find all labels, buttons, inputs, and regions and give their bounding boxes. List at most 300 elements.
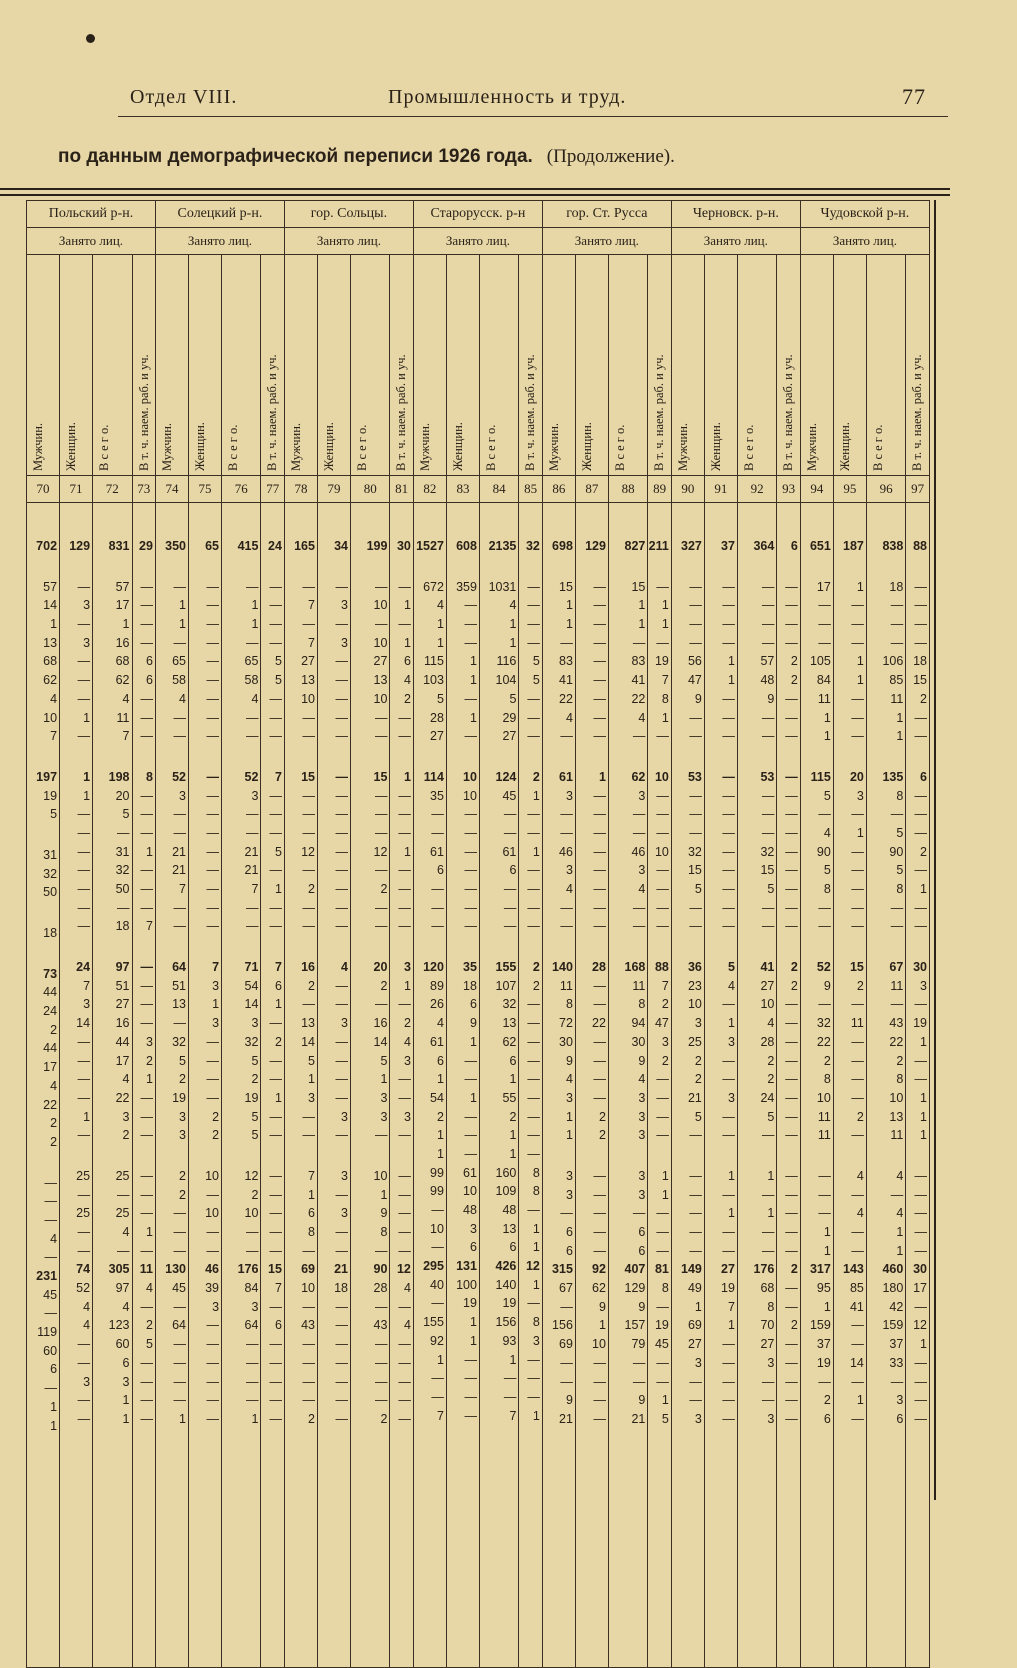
data-cell: — [173,1374,186,1389]
data-cell: — [398,1090,411,1105]
data-cell: 1 [661,1168,669,1183]
data-cell: 32 [115,863,130,878]
column-label-cell [93,255,132,476]
data-cell: 1 [896,1225,904,1239]
spacer [648,746,668,768]
data-cell: — [914,1225,927,1239]
spacer [738,556,774,578]
data-cell: 6 [146,673,153,688]
data-cell: 41 [631,673,646,688]
data-cell: 11 [559,978,573,993]
spacer [648,1145,668,1167]
data-cell: — [722,844,735,859]
data-cell: — [374,997,388,1012]
data-cell: 140 [552,960,573,975]
column-label-row [27,255,930,476]
data-cell: 30 [913,960,927,975]
data-cell: — [890,807,904,822]
data-cell: — [890,598,904,613]
column-label-cell [575,255,608,476]
data-cell: — [173,1393,186,1408]
data-cell: — [851,882,864,896]
spacer [777,746,797,768]
data-cell: 119 [37,1325,58,1340]
data-cell: — [890,1187,904,1202]
data-cell: 48 [463,1203,477,1217]
data-cell: 8 [565,997,573,1012]
data-cell: 32 [244,1034,259,1049]
column-label-cell [866,255,905,476]
data-cell: 1 [251,1411,259,1426]
data-cell: 14 [301,1034,315,1049]
data-cell: — [398,1187,411,1202]
data-cell: 1 [146,1225,153,1239]
spacer [447,746,477,768]
data-cell: — [269,900,282,915]
data-cell: — [302,1393,315,1408]
data-cell: — [140,900,153,915]
data-cell: 8 [661,1281,669,1296]
data-cell: 51 [115,978,130,993]
data-cell: — [245,1243,259,1258]
data-cell: 1 [896,729,904,744]
column-number: 72 [93,476,132,503]
data-cell: 17 [43,1060,58,1075]
column-label: Женщин. [579,422,594,471]
data-cell: 3 [83,997,91,1012]
data-column-values [285,537,315,1429]
data-cell: 4 [856,1168,864,1183]
data-cell: — [527,997,540,1012]
data-cell: 2 [509,1109,517,1124]
data-cell: 93 [502,1333,517,1348]
spacer [705,1145,735,1167]
data-cell: — [206,1034,220,1049]
data-cell: 1 [251,617,259,632]
data-cell: — [464,1389,477,1404]
data-cell: — [851,1034,864,1049]
data-cell: — [527,919,540,934]
data-cell: — [656,807,669,822]
data-cell: — [374,710,388,725]
data-cell: 36 [687,960,702,975]
data-cell: — [689,1187,702,1202]
spacer [834,936,864,958]
data-cell: 3 [403,1109,411,1124]
data-cell: 3 [212,1016,220,1031]
spacer [834,556,864,578]
data-cell: 2 [920,691,927,706]
data-cell: 9 [638,1053,646,1068]
data-cell: 3 [122,1374,130,1389]
data-cell: 3 [532,1333,540,1348]
data-cell: — [140,1355,153,1370]
employed-subheader: Занято лиц. [27,228,156,255]
data-cell: 4 [251,691,259,706]
data-cell: — [206,598,220,613]
data-cell: 44 [43,1041,58,1056]
data-cell: 1 [509,635,517,650]
data-cell: — [140,635,153,650]
data-cell: — [335,654,348,669]
column-number: 92 [737,476,776,503]
data-cell: 3 [380,1090,388,1105]
data-cell: — [140,1090,153,1105]
column-number: 84 [479,476,518,503]
data-cell: 27 [430,729,444,744]
data-cell: — [140,960,153,975]
data-cell: — [464,863,477,878]
data-cell: — [914,900,927,915]
data-cell: — [785,1090,798,1105]
data-cell: — [140,1393,153,1408]
data-cell: 1 [896,710,904,725]
column-label-cell [800,255,833,476]
data-cell: — [785,1109,798,1124]
data-column [60,503,93,1668]
data-cell: — [206,1072,220,1087]
data-cell: — [269,710,282,725]
data-cell: 1 [380,1072,388,1087]
data-cell: 155 [423,1315,444,1330]
data-cell: 19 [721,1281,735,1296]
data-cell: 46 [205,1262,220,1277]
data-cell: 74 [76,1262,91,1277]
data-cell: 1 [532,1240,540,1255]
data-cell: — [269,919,282,934]
spacer [390,936,410,958]
data-cell: — [593,1072,606,1087]
data-cell: 9 [380,1206,388,1221]
data-cell: 2 [146,1318,153,1333]
data-cell: 3 [122,1109,130,1124]
data-cell: 3 [308,1090,315,1105]
data-cell: 12 [396,1262,411,1277]
data-cell: — [527,579,540,594]
data-cell: — [914,1393,927,1408]
data-cell: 187 [843,539,864,553]
data-cell: 1 [179,1411,186,1426]
data-cell: 1 [179,598,186,613]
spacer [738,1145,774,1167]
data-cell: — [689,807,702,822]
column-label: В с е г о. [870,424,885,471]
data-cell: — [785,1281,798,1296]
data-cell: — [464,1109,477,1124]
column-label-cell [284,255,317,476]
column-label: Женщин. [450,422,465,471]
data-cell: — [632,635,646,650]
data-cell: 8 [896,1072,904,1087]
spacer [285,1145,315,1167]
data-cell: 45 [172,1281,186,1296]
data-cell: — [632,919,646,934]
data-cell: — [527,900,540,915]
data-cell: — [722,1374,735,1389]
data-cell: 2 [251,1187,259,1202]
data-cell: 37 [816,1337,831,1352]
column-label: В с е г о. [226,424,241,471]
data-column [608,503,647,1668]
section-label: Отдел VIII. [130,86,238,108]
data-cell: 29 [502,710,517,725]
data-cell: 5 [122,807,130,822]
data-cell: — [914,1374,927,1389]
data-cell: 1 [146,1072,153,1087]
data-cell: — [851,1053,864,1068]
data-cell: 1 [122,1411,130,1426]
data-cell: 27 [760,1337,775,1352]
data-cell: — [335,1128,348,1143]
data-cell: — [398,1374,411,1389]
data-cell: — [689,729,702,744]
data-cell: 90 [889,844,904,859]
data-cell: — [689,1243,702,1258]
data-cell: 6 [403,654,411,669]
column-label: В т. ч. наем. раб. и уч. [394,354,409,471]
data-cell: — [785,1299,798,1314]
data-cell: 3 [638,1109,646,1124]
data-cell: 95 [816,1281,831,1296]
data-cell: 24 [268,539,282,553]
data-cell: — [245,825,259,840]
data-cell: 460 [882,1262,904,1277]
spacer [27,556,57,578]
data-cell: 1 [823,729,831,744]
data-cell: 1 [50,617,58,632]
spacer [189,936,219,958]
data-cell: — [593,617,606,632]
data-cell: 9 [598,1299,606,1314]
data-cell: — [593,1374,606,1389]
data-cell: — [431,1371,444,1386]
column-label-cell [479,255,518,476]
data-cell: 3 [341,635,348,650]
data-cell: — [77,1128,91,1143]
spacer [519,746,539,768]
data-cell: 10 [373,691,388,706]
data-cell: 198 [108,769,130,784]
data-cell: — [785,997,798,1012]
spacer [777,1145,797,1167]
data-cell: — [464,1128,477,1143]
data-cell: 15 [849,960,864,975]
data-cell: — [722,1128,735,1143]
data-cell: 47 [654,1016,669,1031]
data-cell: 3 [179,1109,186,1124]
data-cell: 1 [83,788,91,803]
data-cell: 7 [727,1299,735,1314]
data-cell: — [206,788,220,803]
data-cell: 17 [913,1281,927,1296]
data-cell: — [890,900,904,915]
data-cell: 21 [334,1262,348,1277]
data-cell: — [722,729,735,744]
data-cell: — [77,844,91,859]
data-cell: — [335,617,348,632]
spacer [609,1145,645,1167]
data-cell: — [302,729,315,744]
data-cell: — [206,617,220,632]
data-cell: — [431,825,444,840]
data-cell: 99 [430,1165,444,1180]
data-cell: — [206,635,220,650]
data-cell: — [689,919,702,934]
data-cell: 1 [509,1352,517,1367]
data-cell: 84 [244,1281,259,1296]
data-column [906,503,930,1668]
data-cell: 2 [598,1109,606,1124]
spacer [261,556,281,578]
data-cell: 20 [849,769,864,784]
data-cell: — [398,579,411,594]
column-label: Мужчин. [288,422,303,471]
data-cell: 6 [823,1411,831,1426]
data-cell: — [245,807,259,822]
data-cell: 5 [767,882,775,896]
data-cell: 157 [624,1318,646,1333]
data-cell: — [77,729,91,744]
data-cell: 1 [565,598,573,613]
data-cell: — [335,1090,348,1105]
data-cell: 5 [251,1109,259,1124]
data-cell: — [785,1355,798,1370]
data-cell: 10 [373,1168,388,1183]
spacer [414,556,444,578]
data-cell: 9 [767,691,775,706]
data-cell: 2 [790,978,798,993]
data-cell: — [785,1206,798,1221]
data-cell: — [206,1337,220,1352]
data-cell: — [656,863,669,878]
data-cell: 4 [896,1206,904,1221]
data-column-values [834,537,864,1429]
data-cell: — [656,825,669,840]
data-cell: 27 [760,978,775,993]
data-cell: — [464,1053,477,1068]
column-label-cell [413,255,446,476]
data-cell: — [785,1053,798,1068]
data-column [284,503,317,1668]
data-cell: 22 [631,691,646,706]
data-cell: 12 [913,1318,927,1333]
data-cell: — [656,900,669,915]
data-cell: 1 [179,617,186,632]
data-cell: — [398,710,411,725]
data-cell: — [593,1090,606,1105]
data-cell: — [269,1355,282,1370]
data-cell: — [374,1393,388,1408]
data-cell: — [140,882,153,896]
data-column-values [609,537,645,1429]
data-cell: — [593,691,606,706]
data-cell: — [593,1411,606,1426]
data-cell: 114 [423,769,444,784]
data-cell: 42 [889,1299,904,1314]
data-cell: 30 [631,1034,646,1049]
spacer [261,746,281,768]
data-cell: — [593,882,606,896]
column-label: В с е г о. [483,424,498,471]
spacer [60,936,90,958]
spacer [156,556,186,578]
data-cell: 3 [470,1221,477,1236]
data-cell: 2 [436,1109,444,1124]
data-cell: 49 [687,1281,702,1296]
spacer [648,936,668,958]
data-column-values [801,537,831,1429]
data-cell: 13 [373,673,388,688]
data-column [27,503,60,1668]
data-cell: 6 [122,1355,130,1370]
data-cell: 27 [115,997,130,1012]
employed-subheader: Занято лиц. [413,228,542,255]
data-cell: — [527,1296,540,1311]
data-cell: 7 [274,769,282,784]
data-cell: — [302,825,315,840]
data-cell: 9 [638,1393,646,1408]
data-cell: 27 [687,1337,702,1352]
column-number: 70 [27,476,60,503]
data-cell: 5 [274,673,282,688]
column-label-cell [737,255,776,476]
data-cell: 4 [83,1299,91,1314]
spacer [672,556,702,578]
data-cell: 68 [760,1281,775,1296]
column-label: Женщин. [192,422,207,471]
data-cell: 25 [76,1206,91,1221]
data-cell: — [269,1337,282,1352]
data-column [648,503,671,1668]
data-cell: 109 [495,1184,517,1199]
data-cell: 4 [638,1072,646,1087]
spacer [189,746,219,768]
data-cell: 3 [251,1299,259,1314]
spacer [867,556,903,578]
data-cell: — [269,1225,282,1239]
data-cell: — [593,863,606,878]
column-number: 77 [261,476,284,503]
column-label-cell [671,255,704,476]
data-cell: 52 [76,1281,91,1296]
data-cell: 3 [341,1206,348,1221]
data-column-values [447,537,477,1425]
data-cell: — [785,1128,798,1143]
data-column-values [906,537,927,1429]
data-cell: — [302,1355,315,1370]
data-cell: — [656,729,669,744]
spacer [801,746,831,768]
data-cell: — [431,1203,444,1217]
data-cell: 25 [115,1206,130,1221]
data-cell: — [269,1168,282,1183]
data-cell: — [398,788,411,803]
data-cell: — [632,1355,646,1370]
data-cell: — [431,1240,444,1255]
data-cell: 1 [50,1418,58,1433]
data-cell: 18 [889,579,904,594]
data-cell: — [593,654,606,669]
data-cell: 1 [823,1225,831,1239]
data-cell: — [560,807,573,822]
data-cell: — [173,1355,186,1370]
data-cell: 6 [638,1225,646,1239]
column-number: 79 [317,476,350,503]
data-cell: — [914,997,927,1012]
data-cell: — [914,1411,927,1426]
data-cell: 52 [816,960,831,975]
data-column [351,503,390,1668]
